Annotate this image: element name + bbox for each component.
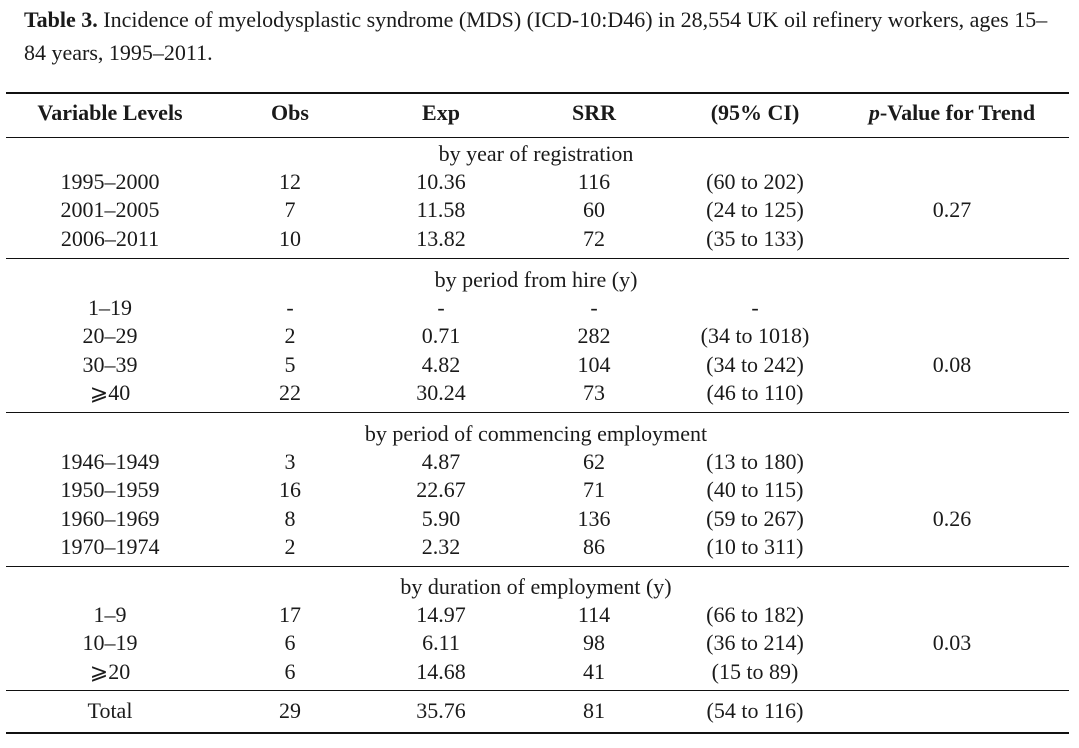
header-variable-levels: Variable Levels	[37, 100, 183, 125]
cell-ci: (10 to 311)	[706, 533, 804, 559]
cell-p-value: 0.08	[932, 351, 972, 377]
cell-exp: 4.82	[421, 351, 461, 377]
cell-level: 1950–1959	[60, 477, 160, 503]
cell-exp: -	[437, 295, 445, 321]
header-p-suffix: -Value for Trend	[879, 100, 1036, 125]
caption-text: Incidence of myelodysplastic syndrome (MDS) (ICD-10:D46) in 28,554 UK oil refinery workers, ages 15–84 years, 1995–2011.	[24, 7, 1048, 65]
cell-p-value: 0.27	[932, 197, 972, 223]
cell-ci: (60 to 202)	[706, 169, 804, 195]
cell-ci: (24 to 125)	[706, 197, 804, 223]
cell-exp: 0.71	[421, 323, 461, 349]
header-exp: Exp	[422, 100, 460, 125]
cell-exp: 22.67	[416, 477, 466, 503]
cell-ci: (59 to 267)	[706, 505, 804, 531]
table-rule	[6, 412, 1069, 413]
cell-srr: 114	[577, 602, 611, 628]
cell-ci: (35 to 133)	[706, 225, 804, 251]
cell-srr: 136	[577, 505, 611, 531]
header-ci: (95% CI)	[710, 100, 800, 125]
cell-exp: 4.87	[421, 449, 461, 475]
total-exp: 35.76	[416, 698, 466, 723]
cell-obs: 5	[284, 351, 296, 377]
cell-ci: (36 to 214)	[706, 630, 804, 656]
cell-srr: 71	[583, 477, 605, 503]
group-title: by year of registration	[438, 141, 634, 166]
total-srr: 81	[583, 698, 605, 723]
cell-srr: 98	[583, 630, 605, 656]
cell-srr: 72	[583, 225, 605, 251]
table-rule	[6, 92, 1069, 94]
cell-level: ⩾40	[89, 379, 131, 405]
cell-p-value: 0.03	[932, 630, 972, 656]
cell-obs: 12	[279, 169, 301, 195]
cell-obs: 6	[284, 658, 296, 684]
cell-obs: 6	[284, 630, 296, 656]
cell-level: 2001–2005	[60, 197, 160, 223]
cell-level: 1–19	[88, 295, 132, 321]
cell-obs: -	[286, 295, 294, 321]
cell-srr: 73	[583, 379, 605, 405]
cell-srr: -	[590, 295, 598, 321]
total-ci: (54 to 116)	[706, 698, 804, 723]
table-rule	[6, 137, 1069, 138]
cell-exp: 6.11	[422, 630, 460, 656]
cell-ci: (46 to 110)	[706, 379, 804, 405]
cell-srr: 62	[583, 449, 605, 475]
total-obs: 29	[279, 698, 301, 723]
cell-ci: -	[751, 295, 759, 321]
header-p-value	[869, 100, 1035, 126]
cell-obs: 22	[279, 379, 301, 405]
table-rule	[6, 566, 1069, 567]
group-title: by period from hire (y)	[434, 267, 638, 292]
cell-level: 1–9	[93, 602, 127, 628]
cell-ci: (66 to 182)	[706, 602, 804, 628]
cell-level: 1970–1974	[60, 533, 160, 559]
cell-srr: 41	[583, 658, 605, 684]
cell-level: 10–19	[82, 630, 138, 656]
cell-ci: (15 to 89)	[711, 658, 799, 684]
cell-obs: 17	[279, 602, 301, 628]
group-title: by duration of employment (y)	[400, 574, 672, 599]
cell-srr: 104	[577, 351, 611, 377]
cell-obs: 2	[284, 533, 296, 559]
cell-obs: 3	[284, 449, 296, 475]
header-obs: Obs	[271, 100, 309, 125]
group-title: by period of commencing employment	[364, 421, 708, 446]
cell-p-value: 0.26	[932, 505, 972, 531]
cell-exp: 13.82	[416, 225, 466, 251]
cell-obs: 2	[284, 323, 296, 349]
header-p-italic: p	[868, 100, 880, 125]
cell-srr: 282	[577, 323, 611, 349]
cell-srr: 116	[577, 169, 611, 195]
cell-exp: 30.24	[416, 379, 466, 405]
table-label: Table 3.	[24, 7, 98, 32]
cell-level: 1995–2000	[60, 169, 160, 195]
cell-ci: (34 to 1018)	[700, 323, 810, 349]
table-rule	[6, 732, 1069, 734]
cell-exp: 14.97	[416, 602, 466, 628]
cell-obs: 8	[284, 505, 296, 531]
cell-ci: (13 to 180)	[706, 449, 804, 475]
cell-level: 2006–2011	[60, 225, 160, 251]
cell-srr: 60	[583, 197, 605, 223]
header-srr: SRR	[571, 100, 617, 125]
cell-level: 20–29	[82, 323, 138, 349]
cell-srr: 86	[583, 533, 605, 559]
cell-obs: 7	[284, 197, 296, 223]
total-label: Total	[87, 698, 133, 723]
cell-obs: 16	[279, 477, 301, 503]
cell-exp: 14.68	[416, 658, 466, 684]
table-rule	[6, 258, 1069, 259]
cell-level: 30–39	[82, 351, 138, 377]
cell-exp: 10.36	[416, 169, 466, 195]
table-caption	[24, 3, 1064, 69]
cell-ci: (34 to 242)	[706, 351, 804, 377]
cell-exp: 5.90	[421, 505, 461, 531]
cell-obs: 10	[279, 225, 301, 251]
cell-level: 1946–1949	[60, 449, 160, 475]
table-rule	[6, 690, 1069, 691]
cell-level: 1960–1969	[60, 505, 160, 531]
cell-exp: 11.58	[416, 197, 466, 223]
cell-exp: 2.32	[421, 533, 461, 559]
cell-ci: (40 to 115)	[706, 477, 804, 503]
cell-level: ⩾20	[89, 658, 131, 684]
